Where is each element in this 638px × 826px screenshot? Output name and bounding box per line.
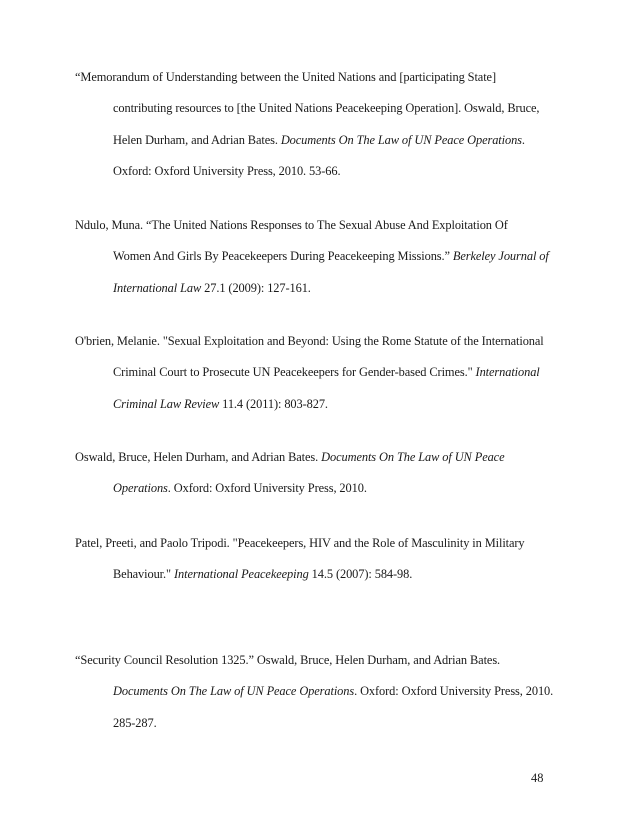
entry-line: [75, 442, 575, 473]
entry-line: [75, 241, 575, 272]
entry-line: [75, 326, 575, 357]
entry-line: [75, 645, 575, 676]
entry-text: “Memorandum of Understanding between the United Nations and [participating State]: [75, 70, 496, 84]
bibliography-entry: [75, 326, 575, 420]
entry-line: [75, 210, 575, 241]
entry-line: [75, 357, 575, 388]
entry-line: [75, 559, 575, 590]
bibliography-entry: [75, 645, 575, 739]
entry-text: Oswald, Bruce, Helen Durham, and Adrian Bates.: [75, 450, 322, 464]
entry-title-italic: Documents On The Law of UN Peace Operations: [113, 684, 355, 699]
entry-text: 285-287.: [113, 715, 157, 730]
entry-line: [75, 528, 575, 559]
bibliography-entry: [75, 210, 575, 304]
entry-line: [75, 708, 575, 739]
entry-title-italic: Berkeley Journal of: [452, 249, 549, 264]
entry-text: Criminal Court to Prosecute UN Peacekeepers for Gender-based Crimes.": [113, 365, 476, 380]
bibliography-entry: [75, 442, 575, 505]
entry-line: [75, 473, 575, 504]
entry-title-italic: International Peacekeeping: [173, 567, 309, 582]
entry-text: Ndulo, Muna. “The United Nations Responses to The Sexual Abuse And Exploitation Of: [75, 218, 508, 232]
entry-line: [75, 62, 575, 93]
entry-title-italic: Operations: [113, 481, 168, 496]
entry-text: Women And Girls By Peacekeepers During Peacekeeping Missions.”: [113, 249, 453, 264]
entry-line: [75, 389, 575, 420]
entry-text: Oxford: Oxford University Press, 2010. 53-66.: [113, 164, 341, 179]
entry-line: [75, 125, 575, 156]
entry-text: O'brien, Melanie. "Sexual Exploitation and Beyond: Using the Rome Statute of the International: [75, 334, 544, 348]
entry-text: contributing resources to [the United Nations Peacekeeping Operation]. Oswald, Bruce,: [113, 101, 540, 116]
entry-title-italic: Documents On The Law of UN Peace Operations: [280, 132, 522, 147]
entry-text: . Oxford: Oxford University Press, 2010.: [167, 481, 367, 496]
bibliography-entry: [75, 62, 575, 188]
entry-title-italic: Documents On The Law of UN Peace: [321, 450, 505, 464]
entry-text: “Security Council Resolution 1325.” Oswald, Bruce, Helen Durham, and Adrian Bates.: [75, 653, 501, 667]
entry-line: [75, 273, 575, 304]
entry-line: [75, 93, 575, 124]
entry-line: [75, 676, 575, 707]
entry-title-italic: International: [475, 365, 540, 380]
entry-text: .: [521, 132, 525, 147]
entry-text: 27.1 (2009): 127-161.: [201, 280, 311, 295]
entry-text: Behaviour.": [113, 567, 174, 582]
entry-text: 14.5 (2007): 584-98.: [308, 567, 413, 582]
entry-title-italic: Criminal Law Review: [113, 396, 220, 411]
entry-text: . Oxford: Oxford University Press, 2010.: [354, 684, 554, 699]
entry-text: 11.4 (2011): 803-827.: [219, 396, 328, 411]
bibliography-entry: [75, 528, 575, 591]
page-number: 48: [531, 771, 544, 785]
entry-text: Helen Durham, and Adrian Bates.: [113, 132, 281, 147]
entry-title-italic: International Law: [113, 280, 202, 295]
entry-line: [75, 156, 575, 187]
entry-text: Patel, Preeti, and Paolo Tripodi. "Peacekeepers, HIV and the Role of Masculinity in Military: [75, 536, 525, 550]
